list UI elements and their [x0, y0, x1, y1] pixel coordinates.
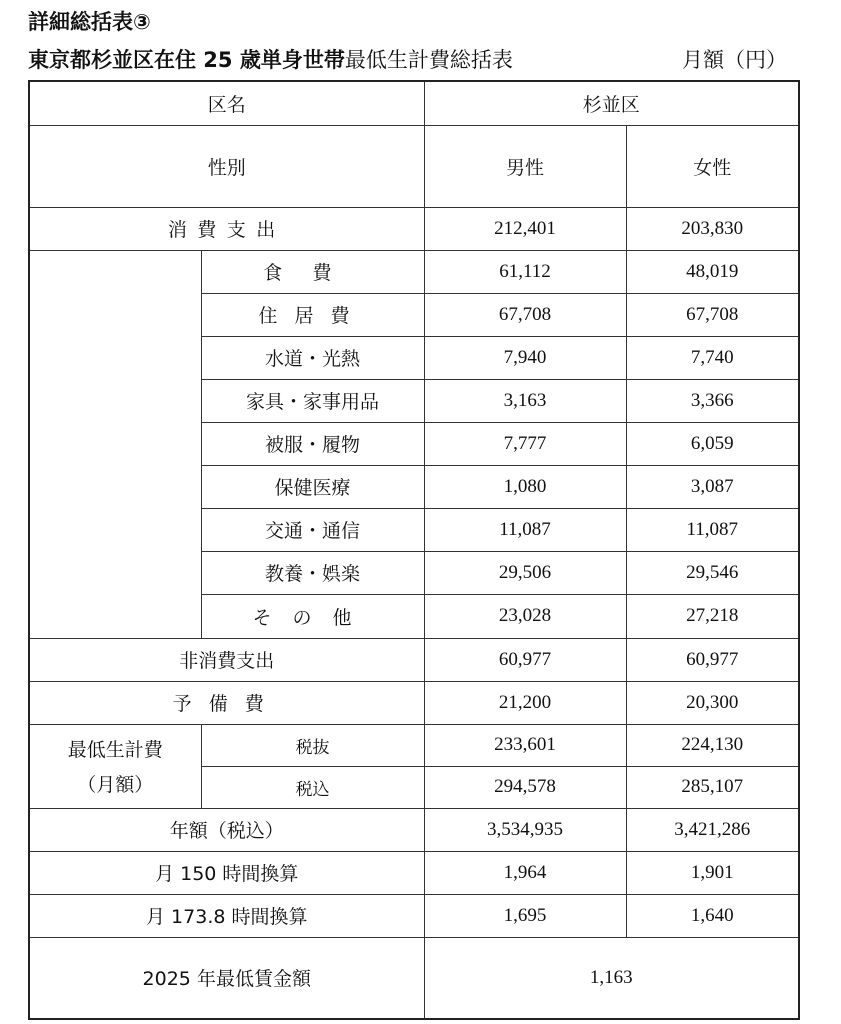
reserve-male: 21,200	[424, 681, 626, 724]
table-row	[29, 207, 799, 250]
item-label: 家具・家事用品	[201, 379, 424, 422]
consumption-label: 消費支出	[29, 207, 424, 250]
table-row	[29, 937, 799, 1019]
tax-excluded-female: 224,130	[626, 724, 799, 766]
item-label: 水道・光熱	[201, 336, 424, 379]
table-row	[29, 125, 799, 207]
consumption-female: 203,830	[626, 207, 799, 250]
hourly-150-label: 月 150 時間換算	[29, 851, 424, 894]
annual-female: 3,421,286	[626, 808, 799, 851]
item-female: 11,087	[626, 508, 799, 551]
page-heading: 詳細総括表③	[28, 10, 151, 34]
item-female: 67,708	[626, 293, 799, 336]
item-female: 3,087	[626, 465, 799, 508]
item-label: 住居費	[201, 293, 424, 336]
item-male: 7,777	[424, 422, 626, 465]
tax-included-male: 294,578	[424, 766, 626, 808]
item-male: 61,112	[424, 250, 626, 293]
male-header: 男性	[424, 125, 626, 207]
minimum-cost-label-line1: 最低生計費	[29, 724, 201, 766]
tax-included-label: 税込	[201, 766, 424, 808]
min-wage-label: 2025 年最低賃金額	[29, 937, 424, 1019]
table-row	[29, 681, 799, 724]
table-title-bold: 東京都杉並区在住 25 歳単身世帯	[28, 48, 345, 72]
hourly-173-label: 月 173.8 時間換算	[29, 894, 424, 937]
consumption-male: 212,401	[424, 207, 626, 250]
table-row	[29, 808, 799, 851]
table-row	[29, 81, 799, 125]
item-label: 保健医療	[201, 465, 424, 508]
item-female: 29,546	[626, 551, 799, 594]
reserve-female: 20,300	[626, 681, 799, 724]
table-row	[29, 638, 799, 681]
min-wage-value: 1,163	[424, 937, 799, 1019]
sex-label: 性別	[29, 125, 424, 207]
table-row	[29, 766, 799, 808]
table-row	[29, 894, 799, 937]
item-label: その他	[201, 594, 424, 638]
table-title-light: 最低生計費総括表	[344, 48, 513, 72]
tax-included-female: 285,107	[626, 766, 799, 808]
table-row	[29, 851, 799, 894]
annual-male: 3,534,935	[424, 808, 626, 851]
table-row	[29, 250, 799, 293]
item-male: 23,028	[424, 594, 626, 638]
non-consumption-label: 非消費支出	[29, 638, 424, 681]
item-male: 3,163	[424, 379, 626, 422]
item-indent-spacer	[29, 250, 201, 638]
item-male: 7,940	[424, 336, 626, 379]
reserve-label: 予備費	[29, 681, 424, 724]
ku-value: 杉並区	[424, 81, 799, 125]
hourly-173-male: 1,695	[424, 894, 626, 937]
item-male: 11,087	[424, 508, 626, 551]
annual-label: 年額（税込）	[29, 808, 424, 851]
ku-label: 区名	[29, 81, 424, 125]
hourly-150-male: 1,964	[424, 851, 626, 894]
unit-label: 月額（円）	[682, 48, 787, 72]
table-title	[28, 44, 513, 74]
female-header: 女性	[626, 125, 799, 207]
item-female: 7,740	[626, 336, 799, 379]
summary-table	[28, 80, 800, 1020]
item-female: 3,366	[626, 379, 799, 422]
tax-excluded-male: 233,601	[424, 724, 626, 766]
non-consumption-female: 60,977	[626, 638, 799, 681]
item-female: 27,218	[626, 594, 799, 638]
non-consumption-male: 60,977	[424, 638, 626, 681]
item-female: 48,019	[626, 250, 799, 293]
item-male: 1,080	[424, 465, 626, 508]
tax-excluded-label: 税抜	[201, 724, 424, 766]
item-label: 食費	[201, 250, 424, 293]
hourly-150-female: 1,901	[626, 851, 799, 894]
hourly-173-female: 1,640	[626, 894, 799, 937]
item-female: 6,059	[626, 422, 799, 465]
item-label: 被服・履物	[201, 422, 424, 465]
item-male: 67,708	[424, 293, 626, 336]
item-label: 教養・娯楽	[201, 551, 424, 594]
table-row	[29, 724, 799, 766]
item-male: 29,506	[424, 551, 626, 594]
minimum-cost-label-line2: （月額）	[29, 766, 201, 808]
item-label: 交通・通信	[201, 508, 424, 551]
